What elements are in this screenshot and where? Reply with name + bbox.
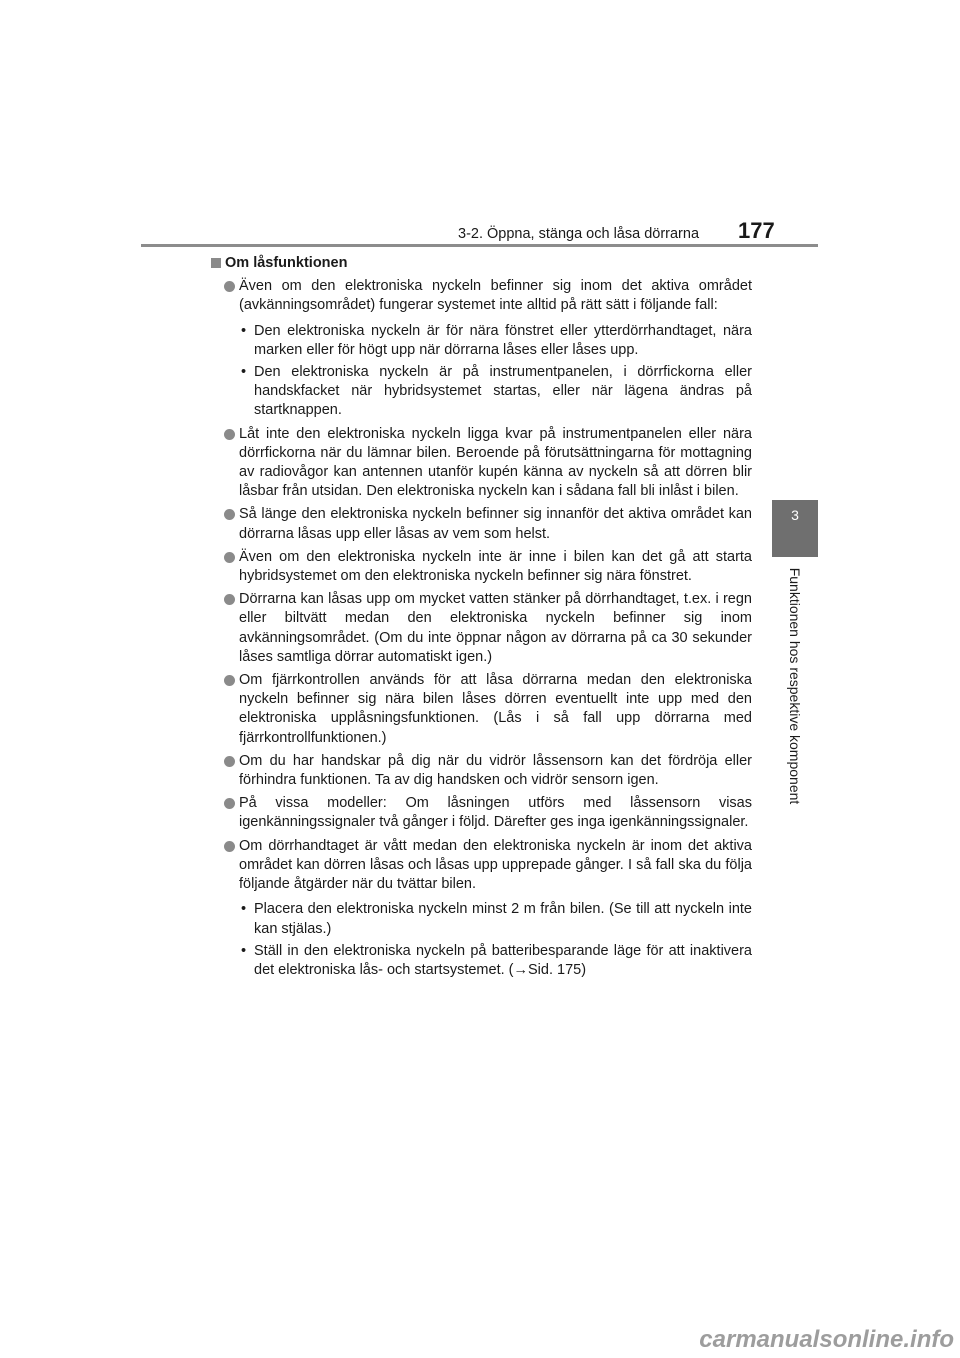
- list-item: [210, 752, 752, 790]
- list-item: [210, 590, 752, 667]
- section-heading-text: Om låsfunktionen: [225, 255, 348, 271]
- circle-bullet-icon: [224, 429, 235, 440]
- list-item-text: Om du har handskar på dig när du vidrör låssensorn kan det fördröja eller förhindra funktionen. Ta av dig handsken och vidrör sensorn igen.: [239, 752, 752, 789]
- square-bullet-icon: [211, 258, 221, 268]
- list-item: [210, 837, 752, 980]
- sub-list: [239, 900, 752, 980]
- list-item: [210, 671, 752, 748]
- circle-bullet-icon: [224, 594, 235, 605]
- circle-bullet-icon: [224, 281, 235, 292]
- dot-bullet-icon: •: [241, 322, 247, 339]
- circle-bullet-icon: [224, 841, 235, 852]
- list-item-text: Så länge den elektroniska nyckeln befinner sig innanför det aktiva området kan dörrarna låsas upp eller låsas av vem som helst.: [239, 506, 752, 542]
- sub-list-item: [239, 322, 752, 360]
- circle-bullet-icon: [224, 509, 235, 520]
- chapter-title: Funktionen hos respektive komponent: [787, 567, 803, 805]
- list-item: [210, 425, 752, 502]
- list-item-text: Dörrarna kan låsas upp om mycket vatten stänker på dörrhandtaget, t.ex. i regn eller biltvätt medan den elektroniska nyckeln befinner sig inom avkänningsområdet. (Om du inte öppnar någon av dörrarna på ca 30 sekunder låses samtliga dörrar automatiskt igen.): [239, 591, 752, 665]
- header-section-title: 3-2. Öppna, stänga och låsa dörrarna: [458, 226, 700, 242]
- header-divider: [141, 244, 818, 247]
- list-item: [210, 505, 752, 543]
- sub-list-item-text: Placera den elektroniska nyckeln minst 2 m från bilen. (Se till att nyckeln inte kan stjälas.): [254, 901, 752, 937]
- list-item-text: På vissa modeller: Om låsningen utförs med låssensorn visas igenkänningssignaler två gånger i följd. Därefter ges inga igenkänningssignaler.: [239, 795, 752, 831]
- list-item: [210, 277, 752, 420]
- list-item-text: Låt inte den elektroniska nyckeln ligga kvar på instrumentpanelen eller nära dörrfickorna när du lämnar bilen. Beroende på förutsättningarna för mottagning av radiovågor kan antennen utanför kupén känna av nyckeln så att dörren blir låsbar från utsidan. Den elektroniska nyckeln kan i sådana fall bli inlåst i bilen.: [239, 425, 752, 500]
- circle-bullet-icon: [224, 552, 235, 563]
- list-item-text: Om dörrhandtaget är vått medan den elektroniska nyckeln är inom det aktiva området kan dörren låsas och låsas upp upprepade gånger. I så fall ska du följa följande åtgärder när du tvättar bilen.: [239, 837, 752, 893]
- page-number: 177: [738, 218, 775, 243]
- chapter-number: 3: [791, 507, 799, 523]
- sub-list-item-text: Den elektroniska nyckeln är på instrumentpanelen, i dörrfickorna eller handskfacket när hybridsystemet startas, eller när lägena ändras på startknappen.: [254, 364, 752, 419]
- chapter-tab: [772, 500, 818, 557]
- circle-bullet-icon: [224, 675, 235, 686]
- sub-list-item: [239, 363, 752, 421]
- section-heading: [210, 254, 752, 273]
- watermark: carmanualsonline.info: [699, 1326, 954, 1353]
- list-item: [210, 794, 752, 832]
- circle-bullet-icon: [224, 756, 235, 767]
- list-item-text: Även om den elektroniska nyckeln befinner sig inom det aktiva området (avkänningsområdet) fungerar systemet inte alltid på rätt sätt i följande fall:: [239, 278, 752, 314]
- dot-bullet-icon: •: [241, 901, 247, 918]
- dot-bullet-icon: •: [241, 942, 247, 959]
- page-content: [210, 254, 752, 983]
- sub-list-item-text: Ställ in den elektroniska nyckeln på batteribesparande läge för att inaktivera det elektroniska lås- och startsystemet. (→Sid. 175): [254, 942, 752, 978]
- sub-list-item-text: Den elektroniska nyckeln är för nära fönstret eller ytterdörrhandtaget, nära marken eller för högt upp när dörrarna låses eller låses upp.: [254, 322, 752, 358]
- circle-bullet-icon: [224, 798, 235, 809]
- sub-list: [239, 322, 752, 421]
- sub-list-item: [239, 900, 752, 938]
- sub-list-item: [239, 942, 752, 980]
- list-item: [210, 548, 752, 586]
- list-item-text: Om fjärrkontrollen används för att låsa dörrarna medan den elektroniska nyckeln befinner sig nära bilen låses dörren eventuellt inte upp med den elektroniska upplåsningsfunktionen. (Lås i så fall upp dörrarna med fjärrkontrollfunktionen.): [239, 672, 752, 746]
- dot-bullet-icon: •: [241, 364, 247, 381]
- list-item-text: Även om den elektroniska nyckeln inte är inne i bilen kan det gå att starta hybridsystemet om den elektroniska nyckeln befinner sig nära fönstret.: [239, 548, 752, 585]
